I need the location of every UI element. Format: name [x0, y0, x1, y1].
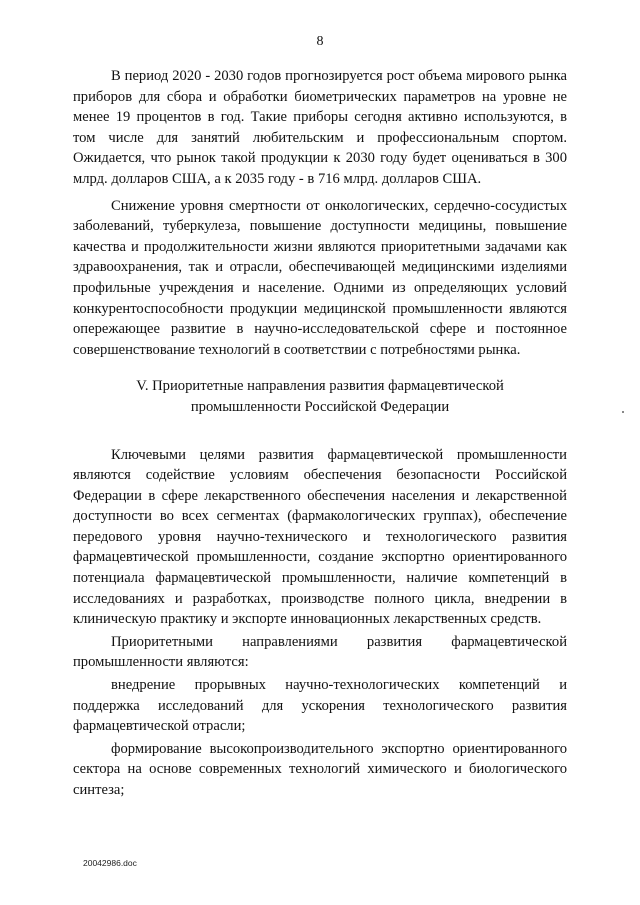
paragraph: Приоритетными направлениями развития фармацевтической промышленности являются: — [73, 633, 567, 671]
list-item: внедрение прорывных научно-технологических компетенций и поддержка исследований для ускорения технологического развития фармацевтической отрасли; — [73, 677, 567, 735]
section-heading-line: промышленности Российской Федерации — [190, 398, 450, 415]
section-heading-line: V. Приоритетные направления развития фармацевтической — [136, 378, 504, 395]
paragraph: Ключевыми целями развития фармацевтической промышленности являются содействие условиям обеспечения безопасности Российской Федерации в сфере лекарственного обеспечения населения и лекарственной доступности во всех сегментах (фармакологических группах), обеспечение передового уровня научно-технического и технологического развития фармацевтической промышленности, создание экспортно ориентированного потенциала фармацевтической промышленности, наличие компетенций в исследованиях и разработках, производстве полного цикла, внедрении в клиническую практику и экспорте инновационных лекарственных средств. — [73, 446, 567, 628]
document-body — [73, 66, 567, 801]
section-heading — [73, 376, 567, 417]
footer-filename: 20042986.doc — [83, 858, 137, 868]
paragraph: Снижение уровня смертности от онкологических, сердечно-сосудистых заболеваний, туберкулеза, повышение доступности медицины, повышение качества и продолжительности жизни являются приоритетными задачами как здравоохранения, так и отрасли, обеспечивающей медицинскими изделиями профильные учреждения и население. Одними из определяющих условий конкурентоспособности продукции медицинской промышленности являются опережающее развитие в научно-исследовательской сфере и постоянное совершенствование технологий в соответствии с потребностями рынка. — [73, 197, 567, 358]
scan-mark — [622, 411, 624, 413]
list-item: формирование высокопроизводительного экспортно ориентированного сектора на основе современных технологий химического и биологического синтеза; — [73, 740, 567, 798]
paragraph: В период 2020 - 2030 годов прогнозируется рост объема мирового рынка приборов для сбора и обработки биометрических параметров на уровне не менее 19 процентов в год. Такие приборы сегодня активно используются, в том числе для занятий любительским и профессиональным спортом. Ожидается, что рынок такой продукции к 2030 году будет оцениваться в 300 млрд. долларов США, а к 2035 году - в 716 млрд. долларов США. — [73, 68, 567, 187]
page-number: 8 — [316, 34, 324, 49]
